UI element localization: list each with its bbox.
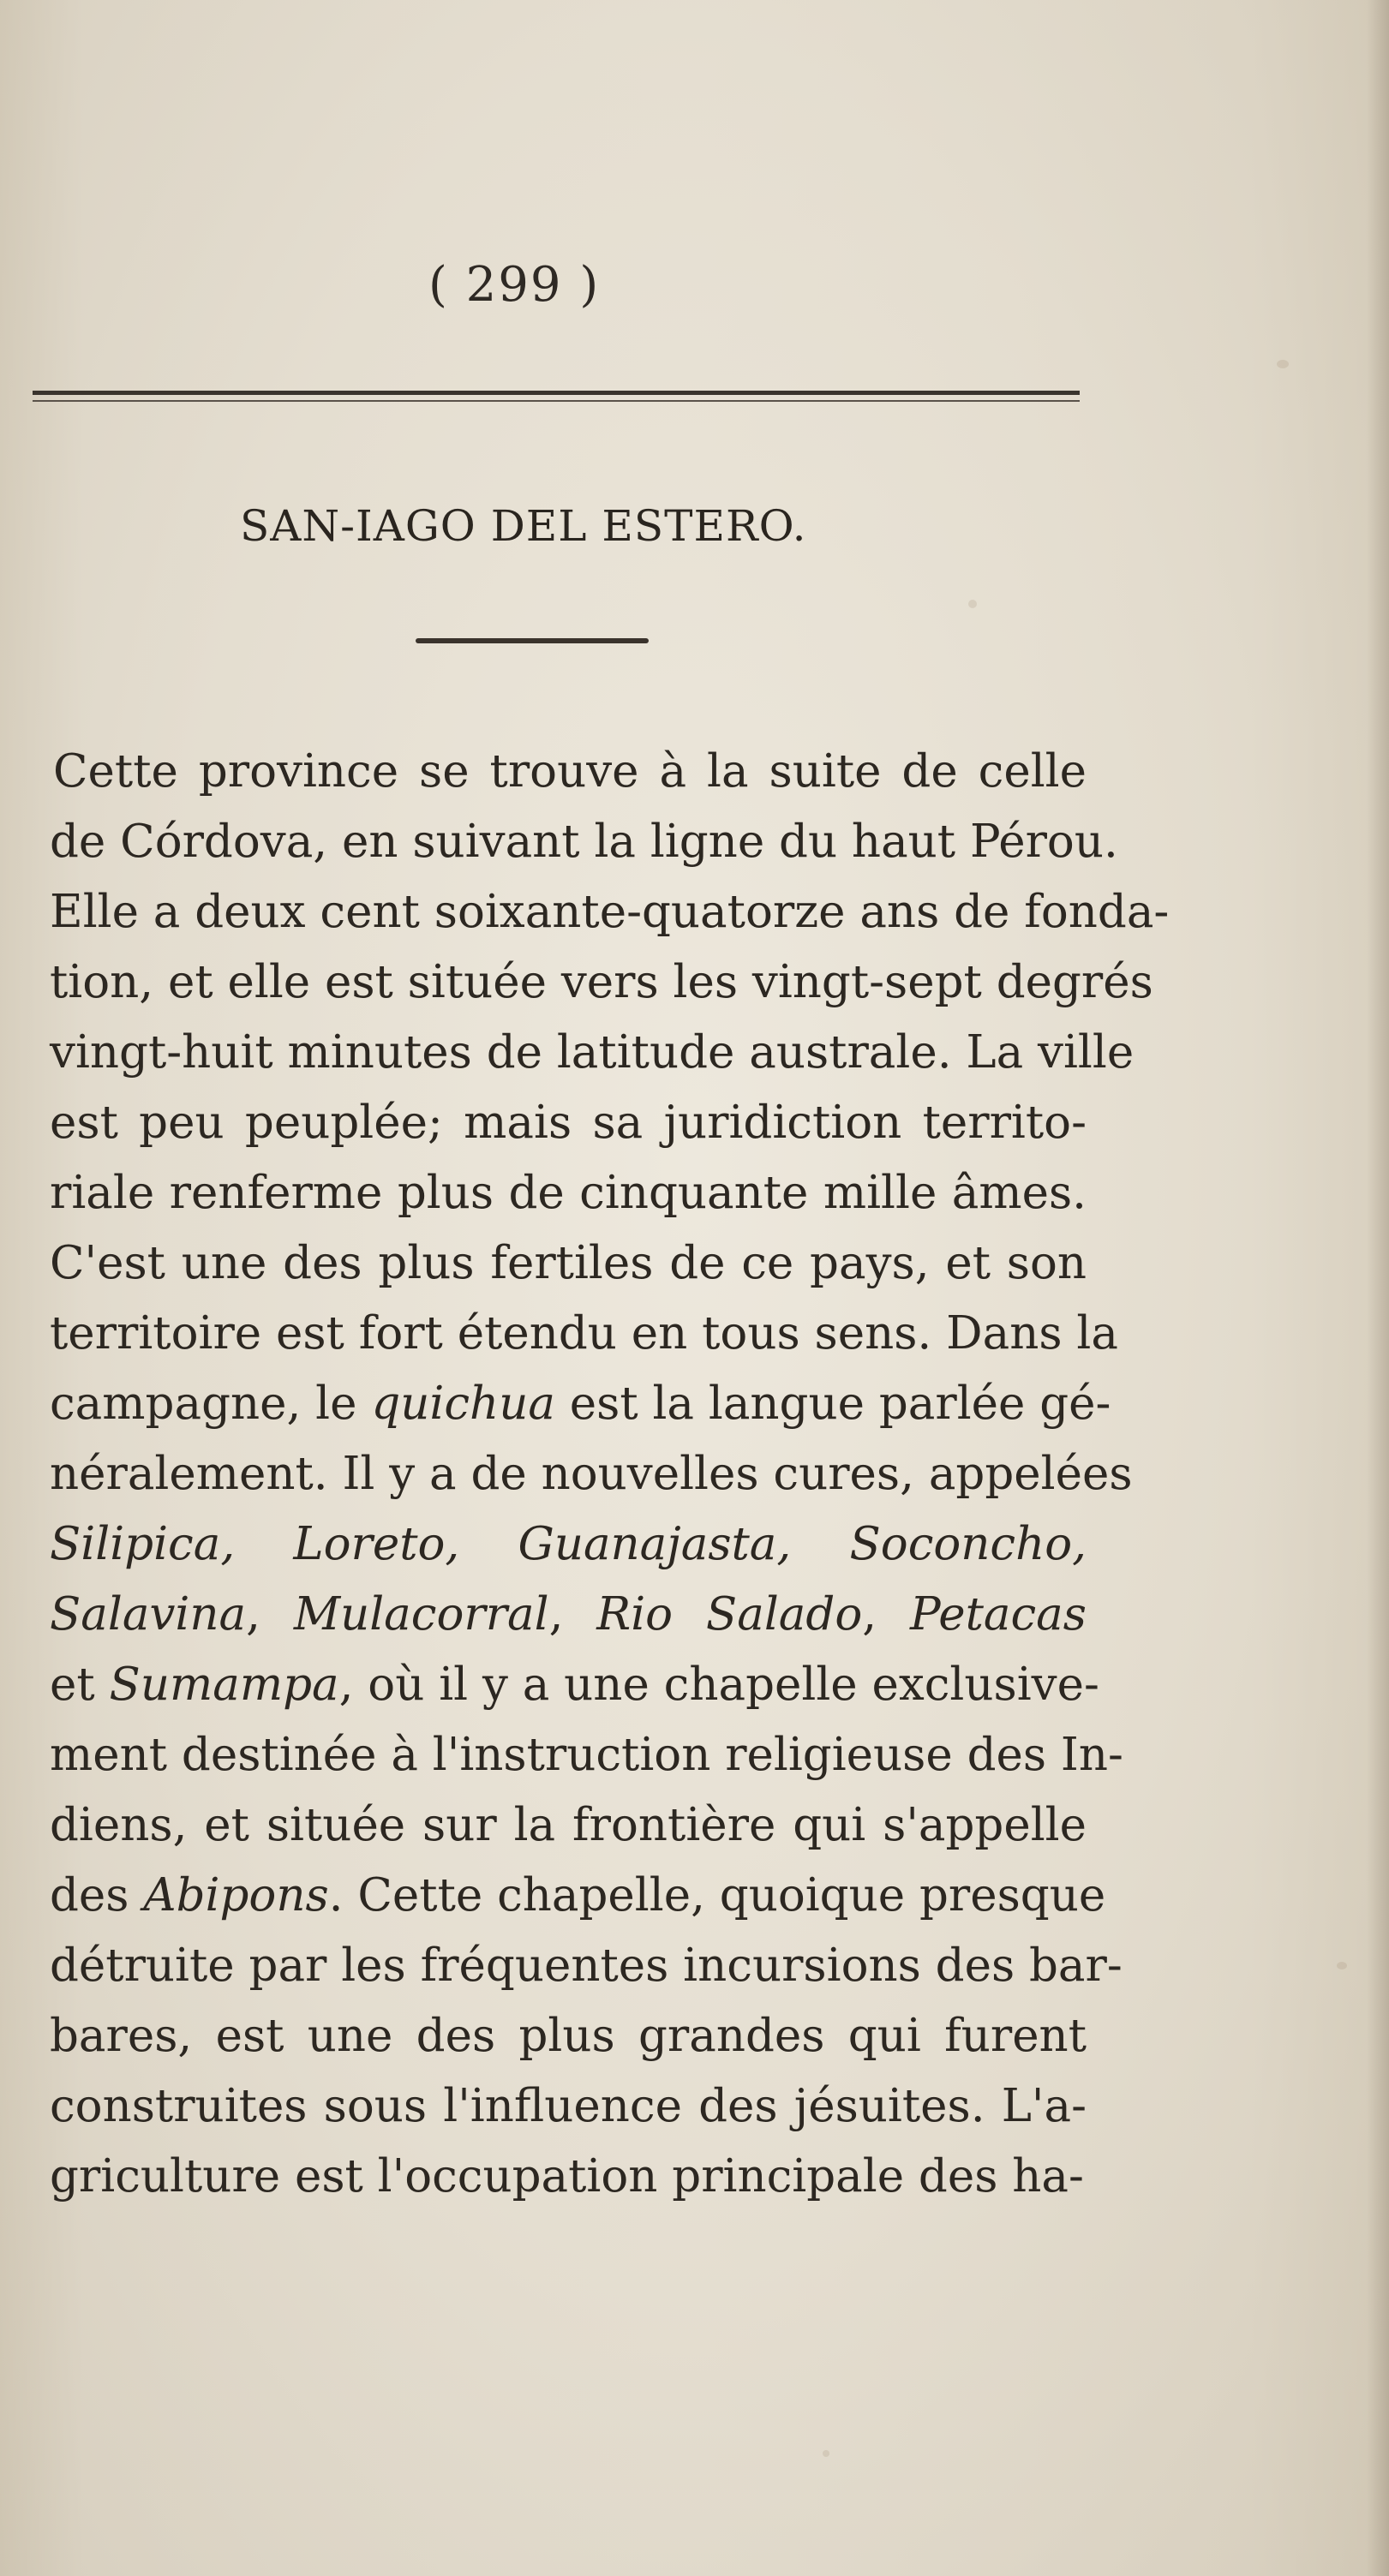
text-segment: vingt-huit minutes de latitude australe. La ville <box>50 1026 1135 1079</box>
text-line <box>50 2001 1087 2071</box>
text-line <box>50 1228 1087 1299</box>
text-line <box>50 2071 1087 2142</box>
text-line <box>50 737 1087 807</box>
text-segment: , <box>862 1588 910 1641</box>
text-segment: campagne, le <box>50 1378 372 1430</box>
text-segment: griculture est l'occupation principale des ha- <box>50 2150 1084 2202</box>
text-segment: riale renferme plus de cinquante mille âmes. <box>50 1167 1087 1219</box>
italic-text: Mulacorral <box>293 1588 549 1641</box>
text-segment: . Cette chapelle, quoique presque <box>328 1869 1106 1922</box>
text-segment: ment destinée à l'instruction religieuse des In- <box>50 1729 1123 1781</box>
text-line <box>50 1369 1111 1439</box>
text-line <box>50 1018 1135 1088</box>
text-segment: construites sous l'influence des jésuites. L'a- <box>50 2080 1087 2132</box>
header-rule-thin <box>33 400 1080 402</box>
text-segment: et <box>50 1659 110 1711</box>
italic-text: Petacas <box>909 1588 1087 1641</box>
title-rule <box>416 638 649 643</box>
page-edge-shadow <box>1367 0 1389 2576</box>
text-segment: Elle a deux cent soixante-quatorze ans de fonda- <box>50 886 1170 938</box>
text-line <box>50 1439 1133 1509</box>
text-segment: C'est une des plus fertiles de ce pays, et son <box>50 1237 1087 1289</box>
italic-text: Salavina <box>50 1588 247 1641</box>
paper-stain <box>1337 1962 1347 1969</box>
text-line <box>50 2142 1087 2212</box>
header-double-rule <box>33 391 1080 409</box>
text-segment: , <box>246 1588 294 1641</box>
text-segment: diens, et située sur la frontière qui s'appelle <box>50 1799 1087 1851</box>
text-line <box>50 877 1170 947</box>
text-line <box>50 1088 1087 1158</box>
text-line <box>50 1650 1099 1720</box>
text-segment: des <box>50 1869 144 1922</box>
chapter-title: SAN-IAGO DEL ESTERO. <box>240 501 807 551</box>
italic-text: quichua <box>371 1378 555 1430</box>
text-line <box>50 1720 1123 1790</box>
text-segment: néralement. Il y a de nouvelles cures, appelées <box>50 1448 1133 1500</box>
text-line <box>50 1790 1087 1861</box>
paper-stain <box>823 2450 829 2457</box>
text-line <box>50 1931 1123 2001</box>
text-segment: territoire est fort étendu en tous sens. Dans la <box>50 1307 1118 1360</box>
text-segment: Cette province se trouve à la suite de celle <box>53 745 1087 798</box>
text-line <box>50 947 1153 1018</box>
paper-stain <box>968 600 977 608</box>
text-segment: est la langue parlée gé- <box>554 1378 1111 1430</box>
text-segment: est peu peuplée; mais sa juridiction territo- <box>50 1097 1087 1149</box>
header-rule-thick <box>33 391 1080 395</box>
text-line <box>50 1158 1087 1228</box>
italic-text: Abipons <box>143 1869 329 1922</box>
text-segment: , <box>548 1588 597 1641</box>
italic-text: Sumampa <box>109 1659 339 1711</box>
text-line <box>50 1299 1118 1369</box>
text-line <box>50 1580 1087 1650</box>
page-number: ( 299 ) <box>428 257 601 313</box>
body-text <box>50 737 1170 2212</box>
text-line <box>50 1861 1106 1931</box>
text-line <box>50 1509 1087 1580</box>
paper-stain <box>1277 360 1289 368</box>
italic-text: Rio Salado <box>596 1588 863 1641</box>
text-segment: détruite par les fréquentes incursions des bar- <box>50 1939 1123 1992</box>
text-segment: bares, est une des plus grandes qui furent <box>50 2010 1087 2062</box>
text-line <box>50 807 1118 877</box>
text-segment: , où il y a une chapelle exclusive- <box>338 1659 1099 1711</box>
text-segment: de Córdova, en suivant la ligne du haut Pérou. <box>50 816 1118 868</box>
text-segment: tion, et elle est située vers les vingt-sept degrés <box>50 956 1153 1008</box>
italic-text: Silipica, Loreto, Guanajasta, Soconcho, <box>50 1518 1087 1570</box>
